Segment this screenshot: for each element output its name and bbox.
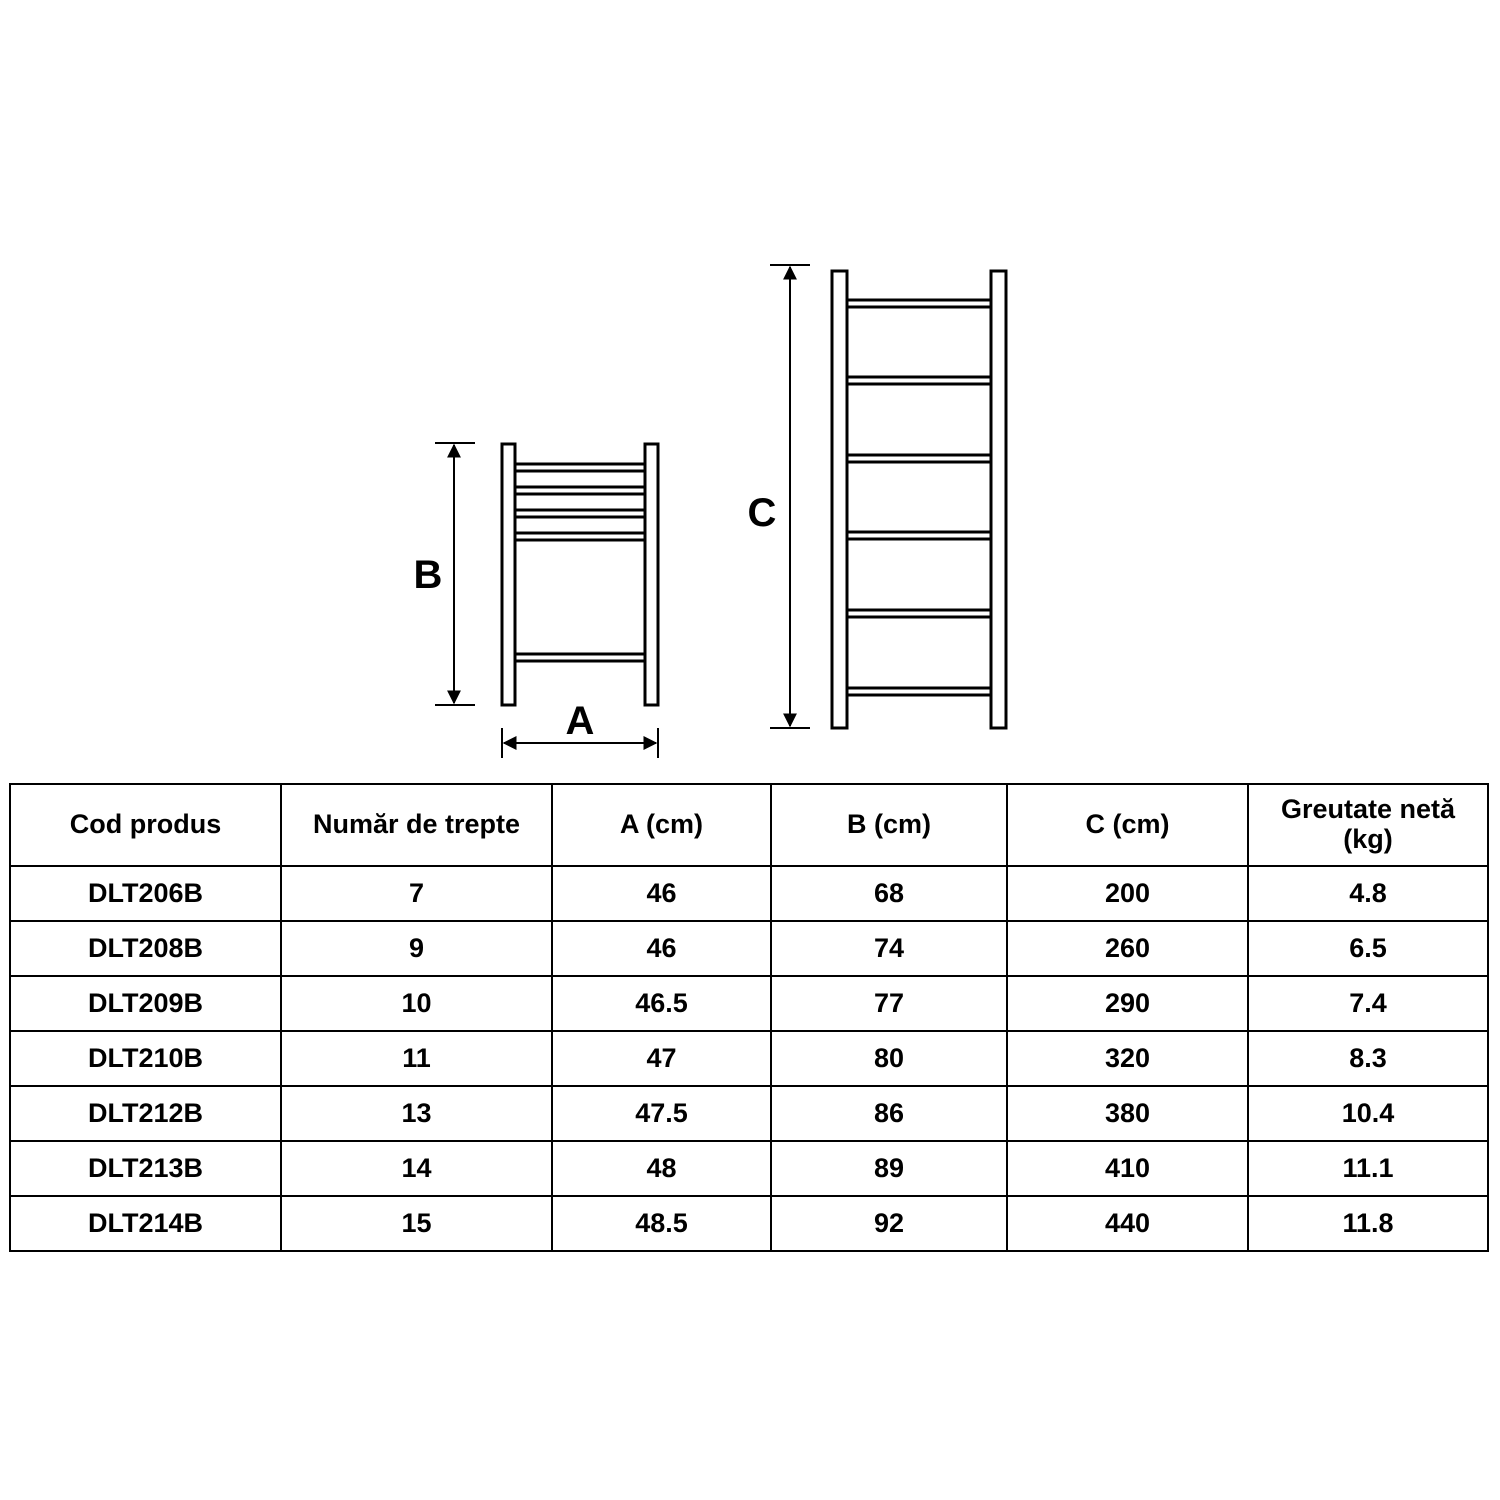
table-row xyxy=(10,1086,1488,1141)
folded-ladder xyxy=(502,444,658,705)
cell-dimension-b: 77 xyxy=(771,976,1007,1031)
cell-dimension-a: 47 xyxy=(552,1031,771,1086)
dimension-b-label: B xyxy=(413,553,443,597)
extended-ladder xyxy=(832,271,1006,728)
header-dimension-c: C (cm) xyxy=(1007,784,1248,866)
cell-dimension-c: 200 xyxy=(1007,866,1248,921)
header-dimension-b: B (cm) xyxy=(771,784,1007,866)
folded-ladder-rung xyxy=(515,464,645,471)
cell-dimension-b: 89 xyxy=(771,1141,1007,1196)
cell-product-code: DLT208B xyxy=(10,921,281,976)
cell-step-count: 10 xyxy=(281,976,552,1031)
cell-dimension-b: 74 xyxy=(771,921,1007,976)
cell-product-code: DLT212B xyxy=(10,1086,281,1141)
cell-product-code: DLT213B xyxy=(10,1141,281,1196)
folded-ladder-right-rail xyxy=(645,444,658,705)
cell-dimension-a: 46 xyxy=(552,866,771,921)
table-row xyxy=(10,1141,1488,1196)
cell-step-count: 14 xyxy=(281,1141,552,1196)
folded-ladder-rung xyxy=(515,654,645,661)
cell-dimension-b: 86 xyxy=(771,1086,1007,1141)
folded-ladder-rung xyxy=(515,510,645,517)
table-row xyxy=(10,866,1488,921)
cell-net-weight: 6.5 xyxy=(1248,921,1488,976)
cell-step-count: 7 xyxy=(281,866,552,921)
cell-dimension-b: 68 xyxy=(771,866,1007,921)
extended-ladder-rung xyxy=(847,610,991,617)
extended-ladder-rung xyxy=(847,532,991,539)
extended-ladder-rung xyxy=(847,377,991,384)
folded-ladder-rung xyxy=(515,533,645,540)
header-step-count: Număr de trepte xyxy=(281,784,552,866)
extended-ladder-left-rail xyxy=(832,271,847,728)
cell-product-code: DLT206B xyxy=(10,866,281,921)
cell-product-code: DLT214B xyxy=(10,1196,281,1251)
cell-dimension-b: 92 xyxy=(771,1196,1007,1251)
table-row xyxy=(10,1196,1488,1251)
cell-dimension-c: 410 xyxy=(1007,1141,1248,1196)
dimension-a-label: A xyxy=(565,699,595,743)
cell-dimension-a: 46.5 xyxy=(552,976,771,1031)
cell-net-weight: 8.3 xyxy=(1248,1031,1488,1086)
extended-ladder-rung xyxy=(847,455,991,462)
cell-net-weight: 11.8 xyxy=(1248,1196,1488,1251)
cell-dimension-c: 320 xyxy=(1007,1031,1248,1086)
folded-ladder-rung xyxy=(515,487,645,494)
cell-net-weight: 4.8 xyxy=(1248,866,1488,921)
table-header-row xyxy=(10,784,1488,866)
header-product-code: Cod produs xyxy=(10,784,281,866)
cell-net-weight: 11.1 xyxy=(1248,1141,1488,1196)
dimension-c-label: C xyxy=(747,491,777,535)
extended-ladder-rung xyxy=(847,300,991,307)
cell-net-weight: 10.4 xyxy=(1248,1086,1488,1141)
header-dimension-a: A (cm) xyxy=(552,784,771,866)
table-row xyxy=(10,1031,1488,1086)
cell-dimension-c: 440 xyxy=(1007,1196,1248,1251)
cell-dimension-a: 48.5 xyxy=(552,1196,771,1251)
cell-dimension-c: 380 xyxy=(1007,1086,1248,1141)
folded-ladder-left-rail xyxy=(502,444,515,705)
cell-step-count: 13 xyxy=(281,1086,552,1141)
cell-dimension-a: 46 xyxy=(552,921,771,976)
header-net-weight: Greutate netă (kg) xyxy=(1248,784,1488,866)
table-row xyxy=(10,921,1488,976)
extended-ladder-rung xyxy=(847,688,991,695)
cell-dimension-a: 48 xyxy=(552,1141,771,1196)
extended-ladder-right-rail xyxy=(991,271,1006,728)
cell-dimension-a: 47.5 xyxy=(552,1086,771,1141)
cell-dimension-c: 260 xyxy=(1007,921,1248,976)
cell-step-count: 9 xyxy=(281,921,552,976)
table-row xyxy=(10,976,1488,1031)
cell-dimension-c: 290 xyxy=(1007,976,1248,1031)
cell-product-code: DLT210B xyxy=(10,1031,281,1086)
cell-step-count: 15 xyxy=(281,1196,552,1251)
cell-net-weight: 7.4 xyxy=(1248,976,1488,1031)
specification-table xyxy=(9,783,1489,1252)
cell-dimension-b: 80 xyxy=(771,1031,1007,1086)
cell-step-count: 11 xyxy=(281,1031,552,1086)
cell-product-code: DLT209B xyxy=(10,976,281,1031)
